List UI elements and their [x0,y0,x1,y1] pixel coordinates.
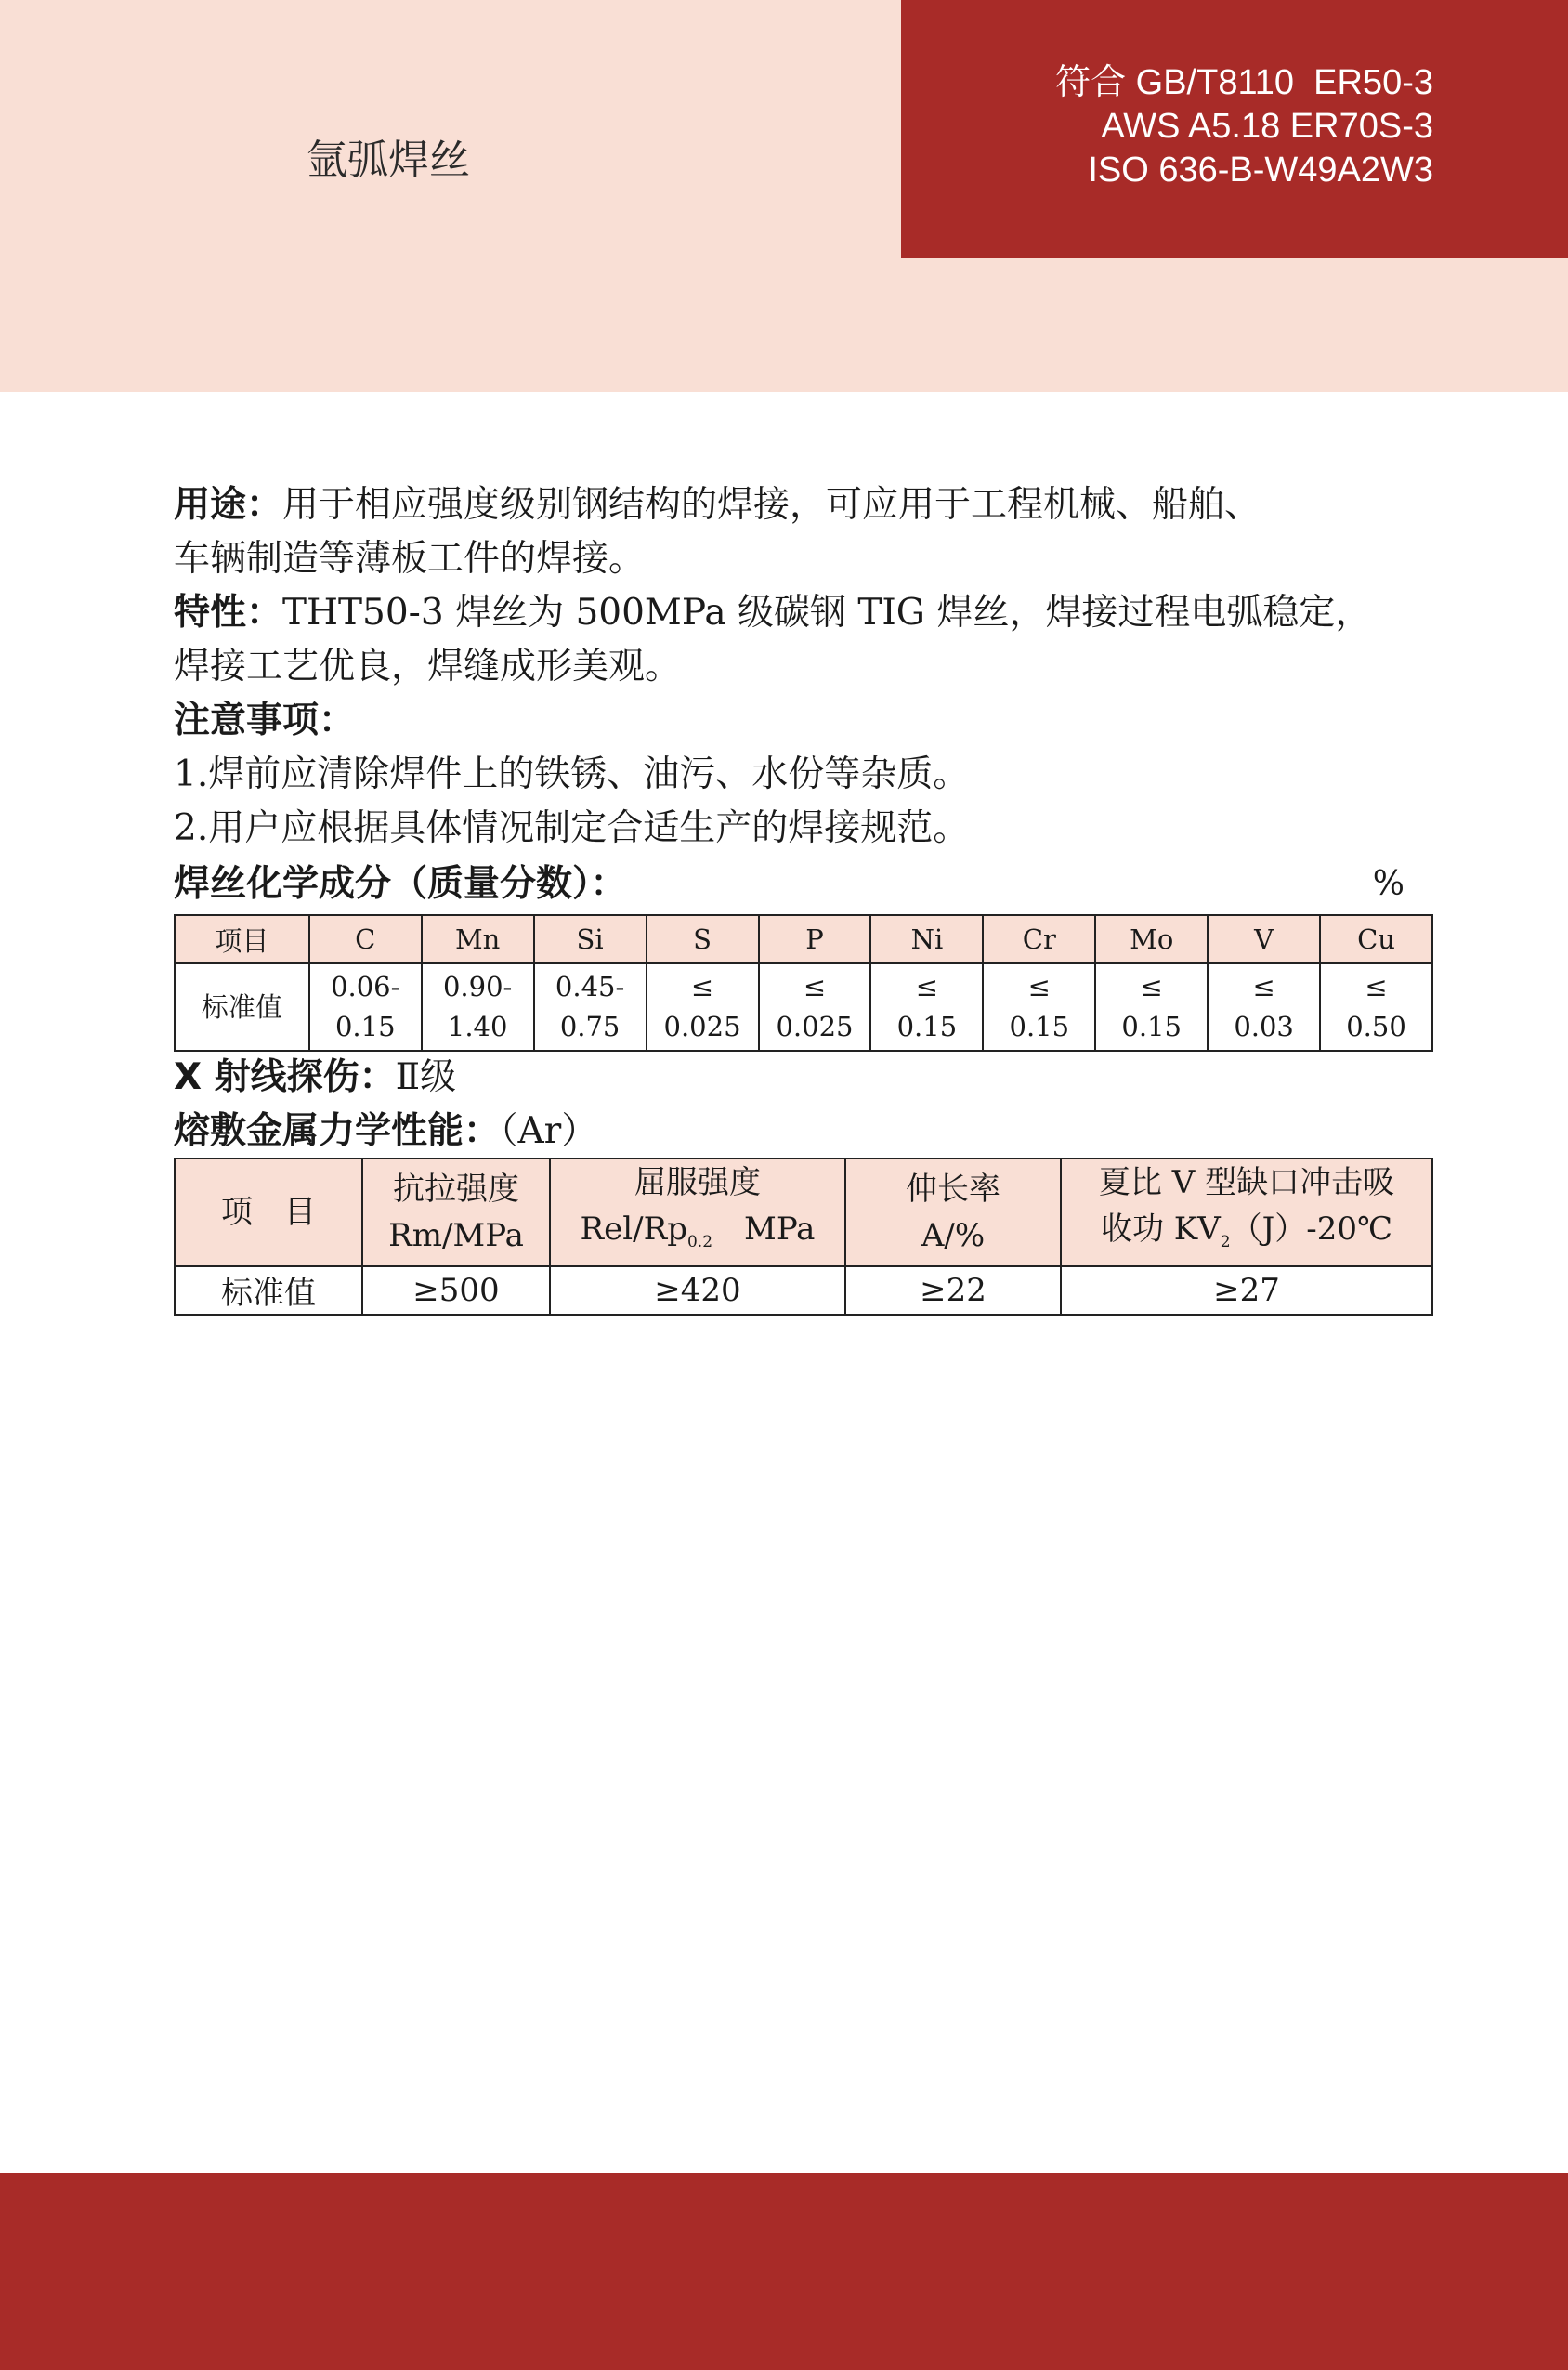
mech-impact-sub: 2 [1220,1232,1231,1251]
mech-value-impact: ≥27 [1061,1266,1432,1315]
mechanical-table [174,1158,1433,1316]
chem-mn-line1: 0.90- [442,971,513,1002]
chem-value-mo [1095,963,1208,1051]
mech-yield-sub: 0.2 [686,1232,713,1251]
chem-header-mn: Mn [422,915,534,963]
mech-elong-line1: 伸长率 [906,1170,1000,1208]
chem-c-line2: 0.15 [334,1011,396,1042]
chem-p-line1: ≤ [803,971,827,1002]
mech-header-tensile [362,1159,550,1266]
chemistry-unit: % [1372,865,1405,903]
mechanical-title: 熔敷金属力学性能： [174,1110,501,1152]
mechanical-gas: （Ar） [500,1110,598,1152]
chem-mn-line2: 1.40 [447,1011,508,1042]
xray-line [174,1051,456,1105]
mech-yield-post: MPa [712,1211,816,1248]
footer-band [0,2173,1568,2370]
mech-impact-line1: 夏比 V 型缺口冲击吸 [1098,1164,1395,1201]
mech-header-yield [550,1159,845,1266]
chem-ni-line2: 0.15 [896,1011,958,1042]
notes-label: 注意事项： [174,700,356,741]
mech-yield-line1: 屈服强度 [634,1164,761,1201]
chem-row-label: 标准值 [175,963,309,1051]
mech-value-yield: ≥420 [550,1266,845,1315]
standards-box [901,0,1568,258]
mech-impact-pre: 收功 KV [1100,1211,1221,1248]
standard-iso: ISO 636-B-W49A2W3 [1088,151,1433,190]
chem-header-v: V [1208,915,1320,963]
chem-header-s: S [647,915,759,963]
chem-value-cr [983,963,1095,1051]
xray-value: Ⅱ级 [395,1056,457,1098]
features-line-1 [174,586,1432,640]
mech-yield-pre: Rel/Rp [580,1211,687,1248]
chem-value-cu [1320,963,1432,1051]
chem-header-c: C [309,915,422,963]
mechanical-header-row [175,1159,1432,1266]
chem-header-mo: Mo [1095,915,1208,963]
standards-list [1055,61,1433,192]
chem-value-mn [422,963,534,1051]
chem-header-item: 项目 [175,915,309,963]
chem-cu-line2: 0.50 [1346,1011,1406,1042]
standard-gb: 符合 GB/T8110 ER50-3 [1055,63,1433,102]
chem-si-line1: 0.45- [555,971,625,1002]
chem-header-cu: Cu [1320,915,1432,963]
chem-si-line2: 0.75 [559,1011,621,1042]
usage-line-1 [174,478,1432,532]
chemistry-header-row [175,915,1432,963]
chem-value-c [309,963,422,1051]
chem-mo-line1: ≤ [1140,971,1163,1002]
chem-cr-line1: ≤ [1027,971,1051,1002]
chem-value-s [647,963,759,1051]
chem-cr-line2: 0.15 [1009,1011,1070,1042]
features-line-2: 焊接工艺优良，焊缝成形美观。 [174,646,682,687]
chem-c-line1: 0.06- [331,971,400,1002]
chem-value-v [1208,963,1320,1051]
mechanical-heading [174,1105,597,1159]
chem-cu-line1: ≤ [1365,971,1388,1002]
chem-p-line2: 0.025 [776,1011,854,1042]
usage-text-1: 用于相应强度级别钢结构的焊接，可应用于工程机械、船舶、 [282,484,1261,526]
chemistry-value-row [175,963,1432,1051]
chem-s-line1: ≤ [690,971,714,1002]
chem-value-ni [870,963,983,1051]
mech-elong-line2: A/% [921,1216,986,1254]
chem-mo-line2: 0.15 [1121,1011,1182,1042]
note-item-1: 1.焊前应清除焊件上的铁锈、油污、水份等杂质。 [174,753,970,795]
standard-aws: AWS A5.18 ER70S-3 [1101,107,1433,146]
features-label: 特性： [174,592,283,634]
usage-line-2: 车辆制造等薄板工件的焊接。 [174,538,646,580]
note-item-2: 2.用户应根据具体情况制定合适生产的焊接规范。 [174,807,970,849]
chem-header-si: Si [534,915,647,963]
features-text-1: THT50-3 焊丝为 500MPa 级碳钢 TIG 焊丝，焊接过程电弧稳定， [282,592,1372,634]
chem-v-line1: ≤ [1252,971,1275,1002]
mech-header-impact [1061,1159,1432,1266]
chem-v-line2: 0.03 [1234,1011,1294,1042]
chem-header-p: P [759,915,871,963]
mechanical-value-row [175,1266,1432,1315]
chem-value-p [759,963,871,1051]
chem-header-cr: Cr [983,915,1095,963]
chemistry-title: 焊丝化学成分（质量分数）： [174,863,627,905]
mech-header-elongation [845,1159,1061,1266]
chemistry-heading [174,858,1432,911]
description-section [174,478,1432,856]
mech-row-label: 标准值 [175,1266,362,1315]
product-title: 氩弧焊丝 [307,137,470,184]
chem-ni-line1: ≤ [915,971,939,1002]
mech-header-item: 项 目 [175,1159,362,1266]
xray-label: X 射线探伤： [174,1056,396,1098]
mech-impact-post: （J）-20℃ [1230,1211,1392,1248]
mech-tensile-line2: Rm/MPa [388,1216,524,1254]
chem-s-line2: 0.025 [663,1011,741,1042]
mech-value-elongation: ≥22 [845,1266,1061,1315]
chemistry-table [174,914,1433,1052]
mech-value-tensile: ≥500 [362,1266,550,1315]
notes-heading [174,694,1432,748]
chem-header-ni: Ni [870,915,983,963]
usage-label: 用途： [174,484,283,526]
chem-value-si [534,963,647,1051]
mech-tensile-line1: 抗拉强度 [393,1170,519,1208]
